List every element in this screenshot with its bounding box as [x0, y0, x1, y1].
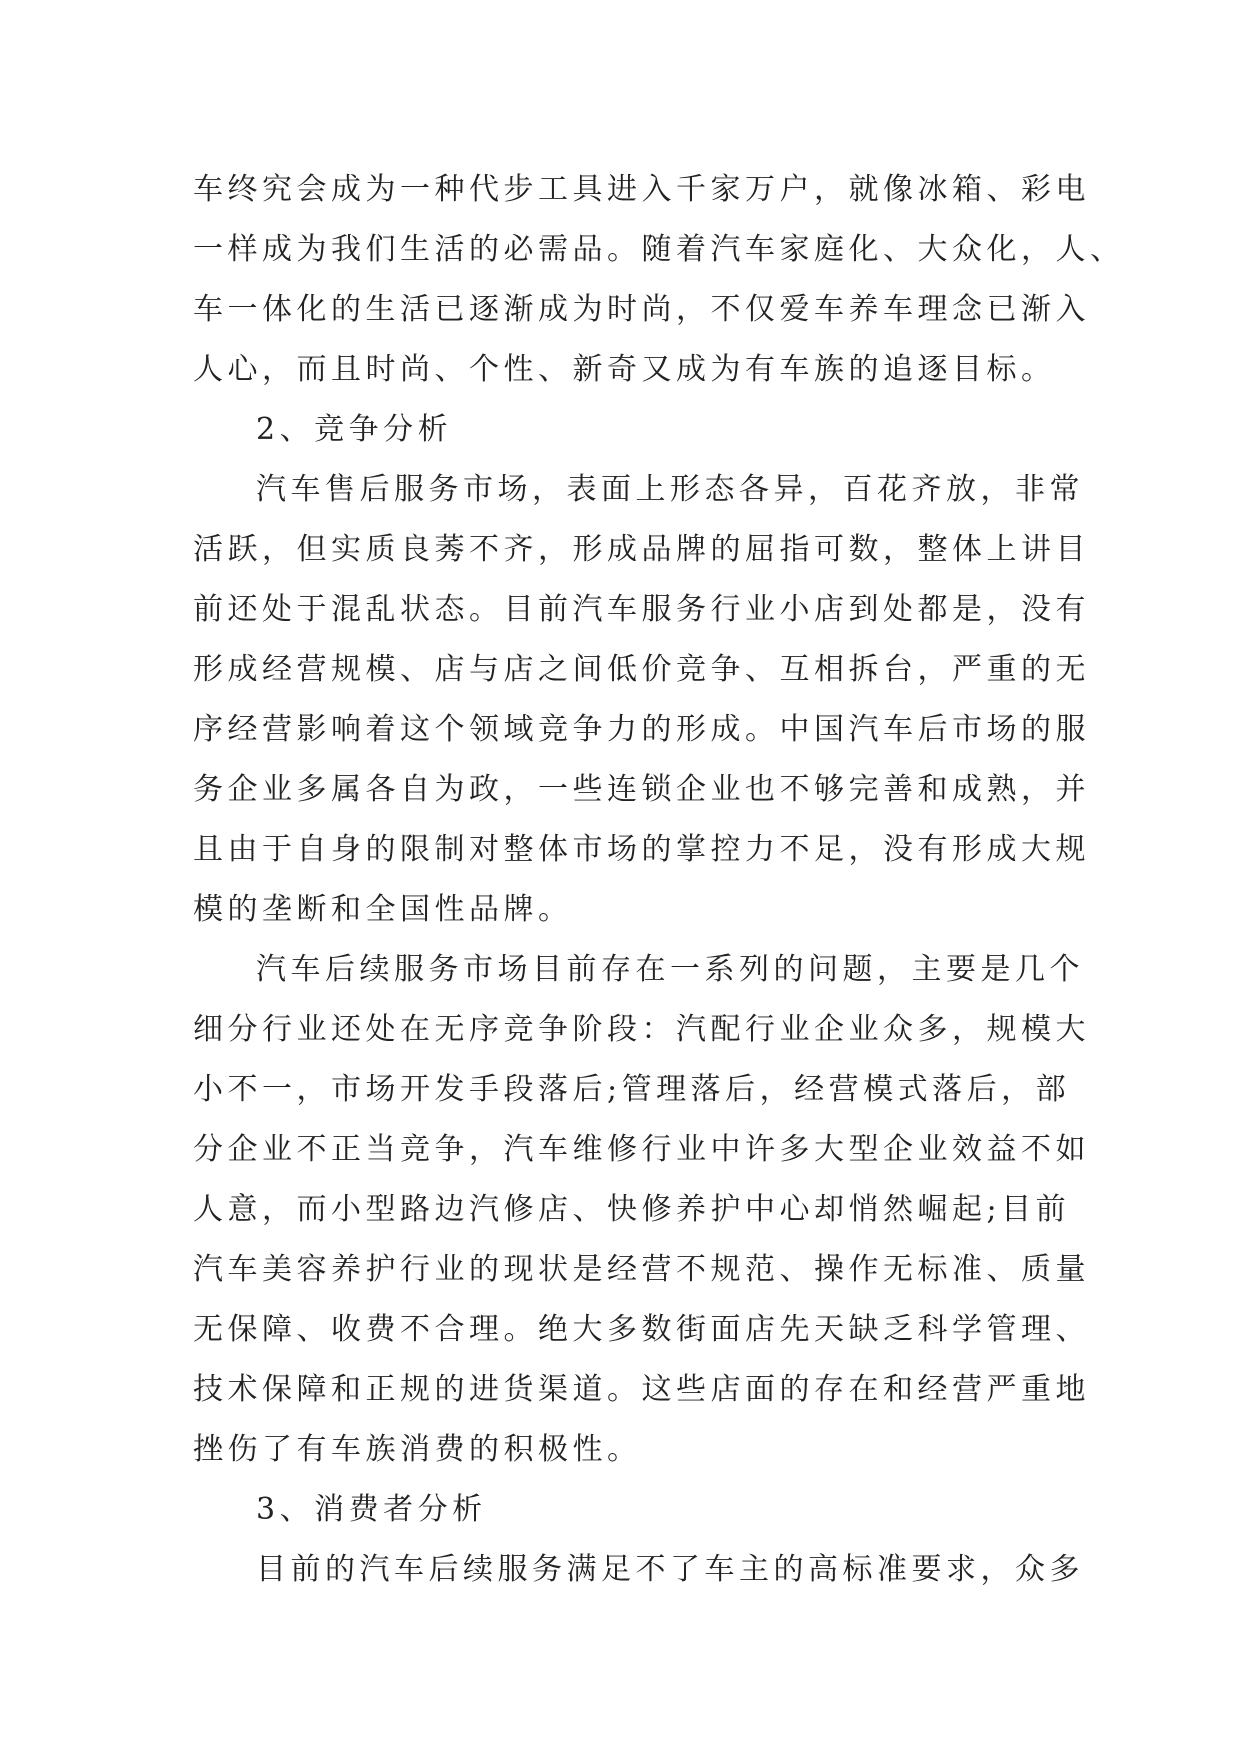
paragraph-line: 目前的汽车后续服务满足不了车主的高标准要求，众多 [256, 1552, 1084, 1587]
paragraph-line: 人心，而且时尚、个性、新奇又成为有车族的追逐目标。 [193, 352, 1056, 387]
document-body [193, 160, 1125, 1600]
paragraph-line: 汽车美容养护行业的现状是经营不规范、操作无标准、质量 [193, 1252, 1090, 1287]
paragraph-line: 活跃，但实质良莠不齐，形成品牌的屈指可数，整体上讲目 [193, 532, 1090, 567]
paragraph-line: 人意，而小型路边汽修店、快修养护中心却悄然崛起;目前 [193, 1192, 1071, 1227]
paragraph-line: 汽车后续服务市场目前存在一系列的问题，主要是几个 [256, 952, 1084, 987]
paragraph-line: 挫伤了有车族消费的积极性。 [193, 1432, 642, 1467]
paragraph-line: 分企业不正当竞争，汽车维修行业中许多大型企业效益不如 [193, 1132, 1090, 1167]
paragraph-line: 技术保障和正规的进货渠道。这些店面的存在和经营严重地 [193, 1372, 1090, 1407]
paragraph-line: 一样成为我们生活的必需品。随着汽车家庭化、大众化，人、 [193, 232, 1125, 267]
section-heading-competition: 2、竞争分析 [256, 412, 453, 447]
paragraph-line: 序经营影响着这个领域竞争力的形成。中国汽车后市场的服 [193, 712, 1090, 747]
paragraph-line: 车终究会成为一种代步工具进入千家万户，就像冰箱、彩电 [193, 172, 1090, 207]
section-heading-consumer: 3、消费者分析 [256, 1492, 487, 1527]
paragraph-line: 模的垄断和全国性品牌。 [193, 892, 573, 927]
paragraph-line: 形成经营规模、店与店之间低价竞争、互相拆台，严重的无 [193, 652, 1090, 687]
paragraph-line: 小不一，市场开发手段落后;管理落后，经营模式落后，部 [193, 1072, 1071, 1107]
paragraph-line: 务企业多属各自为政，一些连锁企业也不够完善和成熟，并 [193, 772, 1090, 807]
paragraph-line: 车一体化的生活已逐渐成为时尚，不仅爱车养车理念已渐入 [193, 292, 1090, 327]
paragraph-line: 前还处于混乱状态。目前汽车服务行业小店到处都是，没有 [193, 592, 1090, 627]
paragraph-line: 且由于自身的限制对整体市场的掌控力不足，没有形成大规 [193, 832, 1090, 867]
paragraph-line: 细分行业还处在无序竞争阶段：汽配行业企业众多，规模大 [193, 1012, 1090, 1047]
paragraph-line: 汽车售后服务市场，表面上形态各异，百花齐放，非常 [256, 472, 1084, 507]
paragraph-line: 无保障、收费不合理。绝大多数街面店先天缺乏科学管理、 [193, 1312, 1090, 1347]
